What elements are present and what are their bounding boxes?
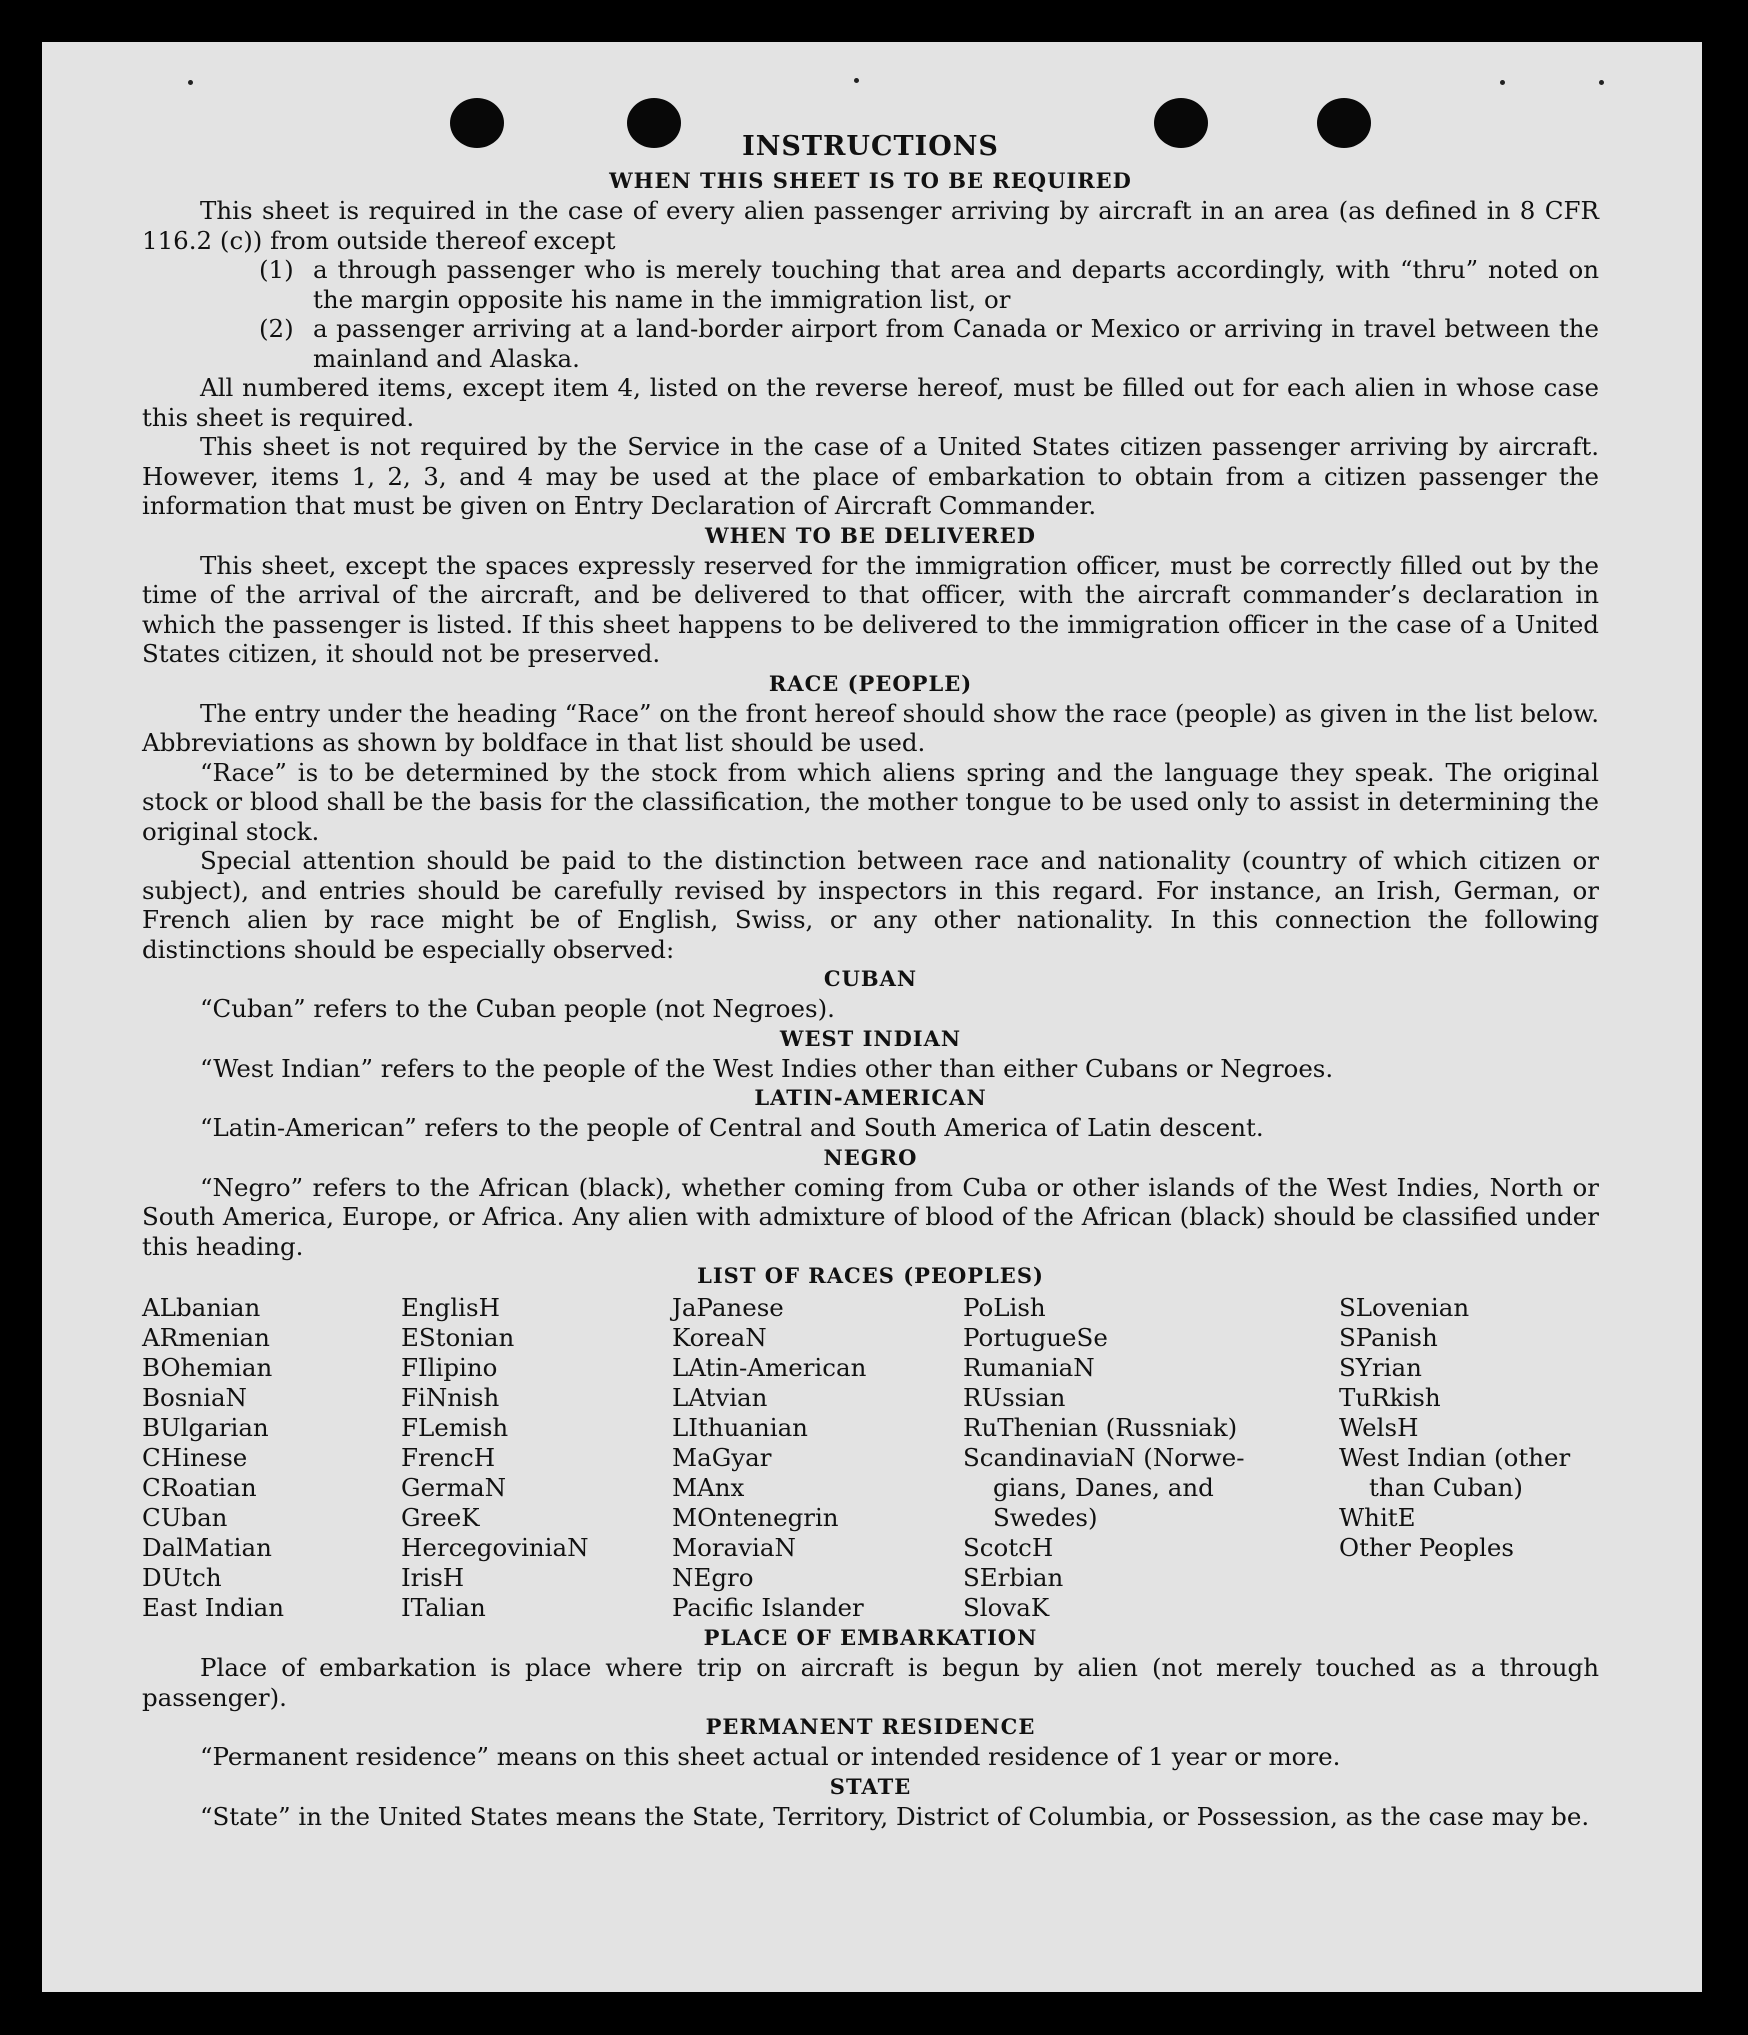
race-entry: Other Peoples <box>1339 1533 1514 1562</box>
race-entry: RumaniaN <box>963 1353 1095 1382</box>
race-entry: MaGyar <box>672 1443 772 1472</box>
race-entry: BUlgarian <box>142 1413 269 1442</box>
race-entry: FiNnish <box>401 1383 500 1412</box>
race-column <box>142 1293 401 1623</box>
item-text: a through passenger who is merely touching that area and departs accordingly, with “thru” noted on the margin opposite his name in the immigration list, or <box>313 255 1599 314</box>
race-column <box>1339 1293 1599 1623</box>
race-entry: ScandinaviaN (Norwe- <box>963 1443 1245 1472</box>
race-entry: TuRkish <box>1339 1383 1441 1412</box>
race-entry: MoraviaN <box>672 1533 796 1562</box>
race-entry: than Cuban) <box>1369 1473 1523 1502</box>
race-entry: HercegoviniaN <box>401 1533 589 1562</box>
race-entry: NEgro <box>672 1563 754 1592</box>
west-indian-text: “West Indian” refers to the people of the West Indies other than either Cubans or Negroes. <box>200 1053 1334 1083</box>
race-entry: CHinese <box>142 1443 248 1472</box>
speck <box>188 80 193 85</box>
race-entry: DalMatian <box>142 1533 272 1562</box>
race-paragraph: “Race” is to be determined by the stock from which aliens spring and the language they speak. The original stock or blood shall be the basis for the classification, the mother tongue to be used only to assist in determining the original stock. <box>142 757 1599 846</box>
race-entry: GreeK <box>401 1503 480 1532</box>
race-entry: CRoatian <box>142 1473 257 1502</box>
race-entry: WhitE <box>1339 1503 1416 1532</box>
race-entry: SLovenian <box>1339 1293 1470 1322</box>
race-entry: DUtch <box>142 1563 222 1592</box>
race-entry: East Indian <box>142 1593 285 1622</box>
race-entry: FLemish <box>401 1413 509 1442</box>
race-entry: LAtin-American <box>672 1353 867 1382</box>
race-entry: gians, Danes, and <box>993 1473 1214 1502</box>
speck <box>1599 80 1604 85</box>
race-entry: EnglisH <box>401 1293 500 1322</box>
race-entry: FIlipino <box>401 1353 498 1382</box>
race-entry: ScotcH <box>963 1533 1054 1562</box>
race-column <box>963 1293 1339 1623</box>
race-entry: GermaN <box>401 1473 507 1502</box>
instructions-body <box>142 130 1599 1831</box>
item-number: (2) <box>259 314 294 343</box>
negro-text: “Negro” refers to the African (black), whether coming from Cuba or other islands of the West Indies, North or South America, Europe, or Africa. Any alien with admixture of blood of the African (black) should be classified under this heading. <box>142 1172 1599 1261</box>
race-entry: KoreaN <box>672 1323 767 1352</box>
race-entry: LIthuanian <box>672 1413 808 1442</box>
race-paragraph: The entry under the heading “Race” on the front hereof should show the race (people) as given in the list below. Abbreviations as shown by boldface in that list should be used. <box>142 698 1599 757</box>
heading-latin-american: LATIN-AMERICAN <box>754 1085 987 1110</box>
race-entry: MOntenegrin <box>672 1503 839 1532</box>
race-entry: SlovaK <box>963 1593 1050 1622</box>
race-entry: PoLish <box>963 1293 1046 1322</box>
race-entry: JaPanese <box>672 1293 784 1322</box>
heading-embarkation: PLACE OF EMBARKATION <box>703 1625 1038 1650</box>
heading-list-of-races: LIST OF RACES (PEOPLES) <box>697 1263 1044 1288</box>
speck <box>1500 80 1505 85</box>
heading-west-indian: WEST INDIAN <box>779 1025 962 1051</box>
when-required-intro: This sheet is required in the case of every alien passenger arriving by aircraft in an area (as defined in 8 CFR 116.2 (c)) from outside thereof except <box>142 196 1599 255</box>
race-entry: LAtvian <box>672 1383 768 1412</box>
race-entry: SPanish <box>1339 1323 1438 1352</box>
cuban-text: “Cuban” refers to the Cuban people (not Negroes). <box>200 994 835 1023</box>
heading-state: STATE <box>829 1773 912 1799</box>
exception-item <box>142 314 1599 373</box>
numbered-items-paragraph: All numbered items, except item 4, listed on the reverse hereof, must be filled out for each alien in whose case this sheet is required. <box>142 373 1599 432</box>
race-paragraph: Special attention should be paid to the distinction between race and nationality (country of which citizen or subject), and entries should be carefully revised by inspectors in this regard. For instance, an Irish, German, or French alien by race might be of English, Swiss, or any other nationality. In this connection the following distinctions should be especially observed: <box>142 846 1599 964</box>
race-list <box>142 1293 1599 1623</box>
race-entry: Pacific Islander <box>672 1593 864 1622</box>
race-column <box>672 1293 963 1623</box>
citizen-paragraph: This sheet is not required by the Service in the case of a United States citizen passenger arriving by aircraft. However, items 1, 2, 3, and 4 may be used at the place of embarkation to obtain from a citizen passenger the information that must be given on Entry Declaration of Aircraft Commander. <box>142 432 1599 520</box>
race-entry: CUban <box>142 1503 228 1532</box>
race-entry: RuThenian (Russniak) <box>963 1413 1238 1442</box>
race-entry: SYrian <box>1339 1353 1422 1382</box>
race-entry: MAnx <box>672 1473 745 1502</box>
heading-permanent-residence: PERMANENT RESIDENCE <box>705 1714 1036 1739</box>
item-number: (1) <box>259 255 294 284</box>
race-entry: EStonian <box>401 1323 515 1352</box>
race-entry: RUssian <box>963 1383 1066 1412</box>
state-text: “State” in the United States means the State, Territory, District of Columbia, or Possession, as the case may be. <box>200 1801 1590 1831</box>
race-entry: BosniaN <box>142 1383 247 1412</box>
residence-text: “Permanent residence” means on this sheet actual or intended residence of 1 year or more. <box>200 1742 1341 1771</box>
heading-race: RACE (PEOPLE) <box>768 670 973 696</box>
race-entry: West Indian (other <box>1339 1443 1571 1472</box>
race-entry: FrencH <box>401 1443 496 1472</box>
race-entry: ITalian <box>401 1593 486 1622</box>
latin-american-text: “Latin-American” refers to the people of Central and South America of Latin descent. <box>200 1113 1264 1142</box>
race-entry: BOhemian <box>142 1353 273 1382</box>
heading-cuban: CUBAN <box>823 966 918 991</box>
race-entry: WelsH <box>1339 1413 1419 1442</box>
race-entry: IrisH <box>401 1563 465 1592</box>
heading-negro: NEGRO <box>823 1144 918 1170</box>
exception-item <box>142 255 1599 314</box>
heading-when-delivered: WHEN TO BE DELIVERED <box>704 522 1036 548</box>
race-entry: PortugueSe <box>963 1323 1108 1352</box>
race-column <box>401 1293 672 1623</box>
race-entry: SErbian <box>963 1563 1064 1592</box>
race-entry: ARmenian <box>142 1323 270 1352</box>
speck <box>854 78 859 83</box>
page-title: INSTRUCTIONS <box>742 131 999 162</box>
heading-when-required: WHEN THIS SHEET IS TO BE REQUIRED <box>609 168 1132 193</box>
race-entry: Swedes) <box>993 1503 1098 1532</box>
document-page <box>42 42 1702 1992</box>
item-text: a passenger arriving at a land-border airport from Canada or Mexico or arriving in travel between the mainland and Alaska. <box>313 314 1599 373</box>
race-entry: ALbanian <box>142 1293 261 1322</box>
embarkation-text: Place of embarkation is place where trip on aircraft is begun by alien (not merely touched as a through passenger). <box>142 1653 1599 1712</box>
when-delivered-text: This sheet, except the spaces expressly reserved for the immigration officer, must be correctly filled out by the time of the arrival of the aircraft, and be delivered to that officer, with the aircraft commander’s declaration in which the passenger is listed. If this sheet happens to be delivered to the immigration officer in the case of a United States citizen, it should not be preserved. <box>142 550 1599 668</box>
